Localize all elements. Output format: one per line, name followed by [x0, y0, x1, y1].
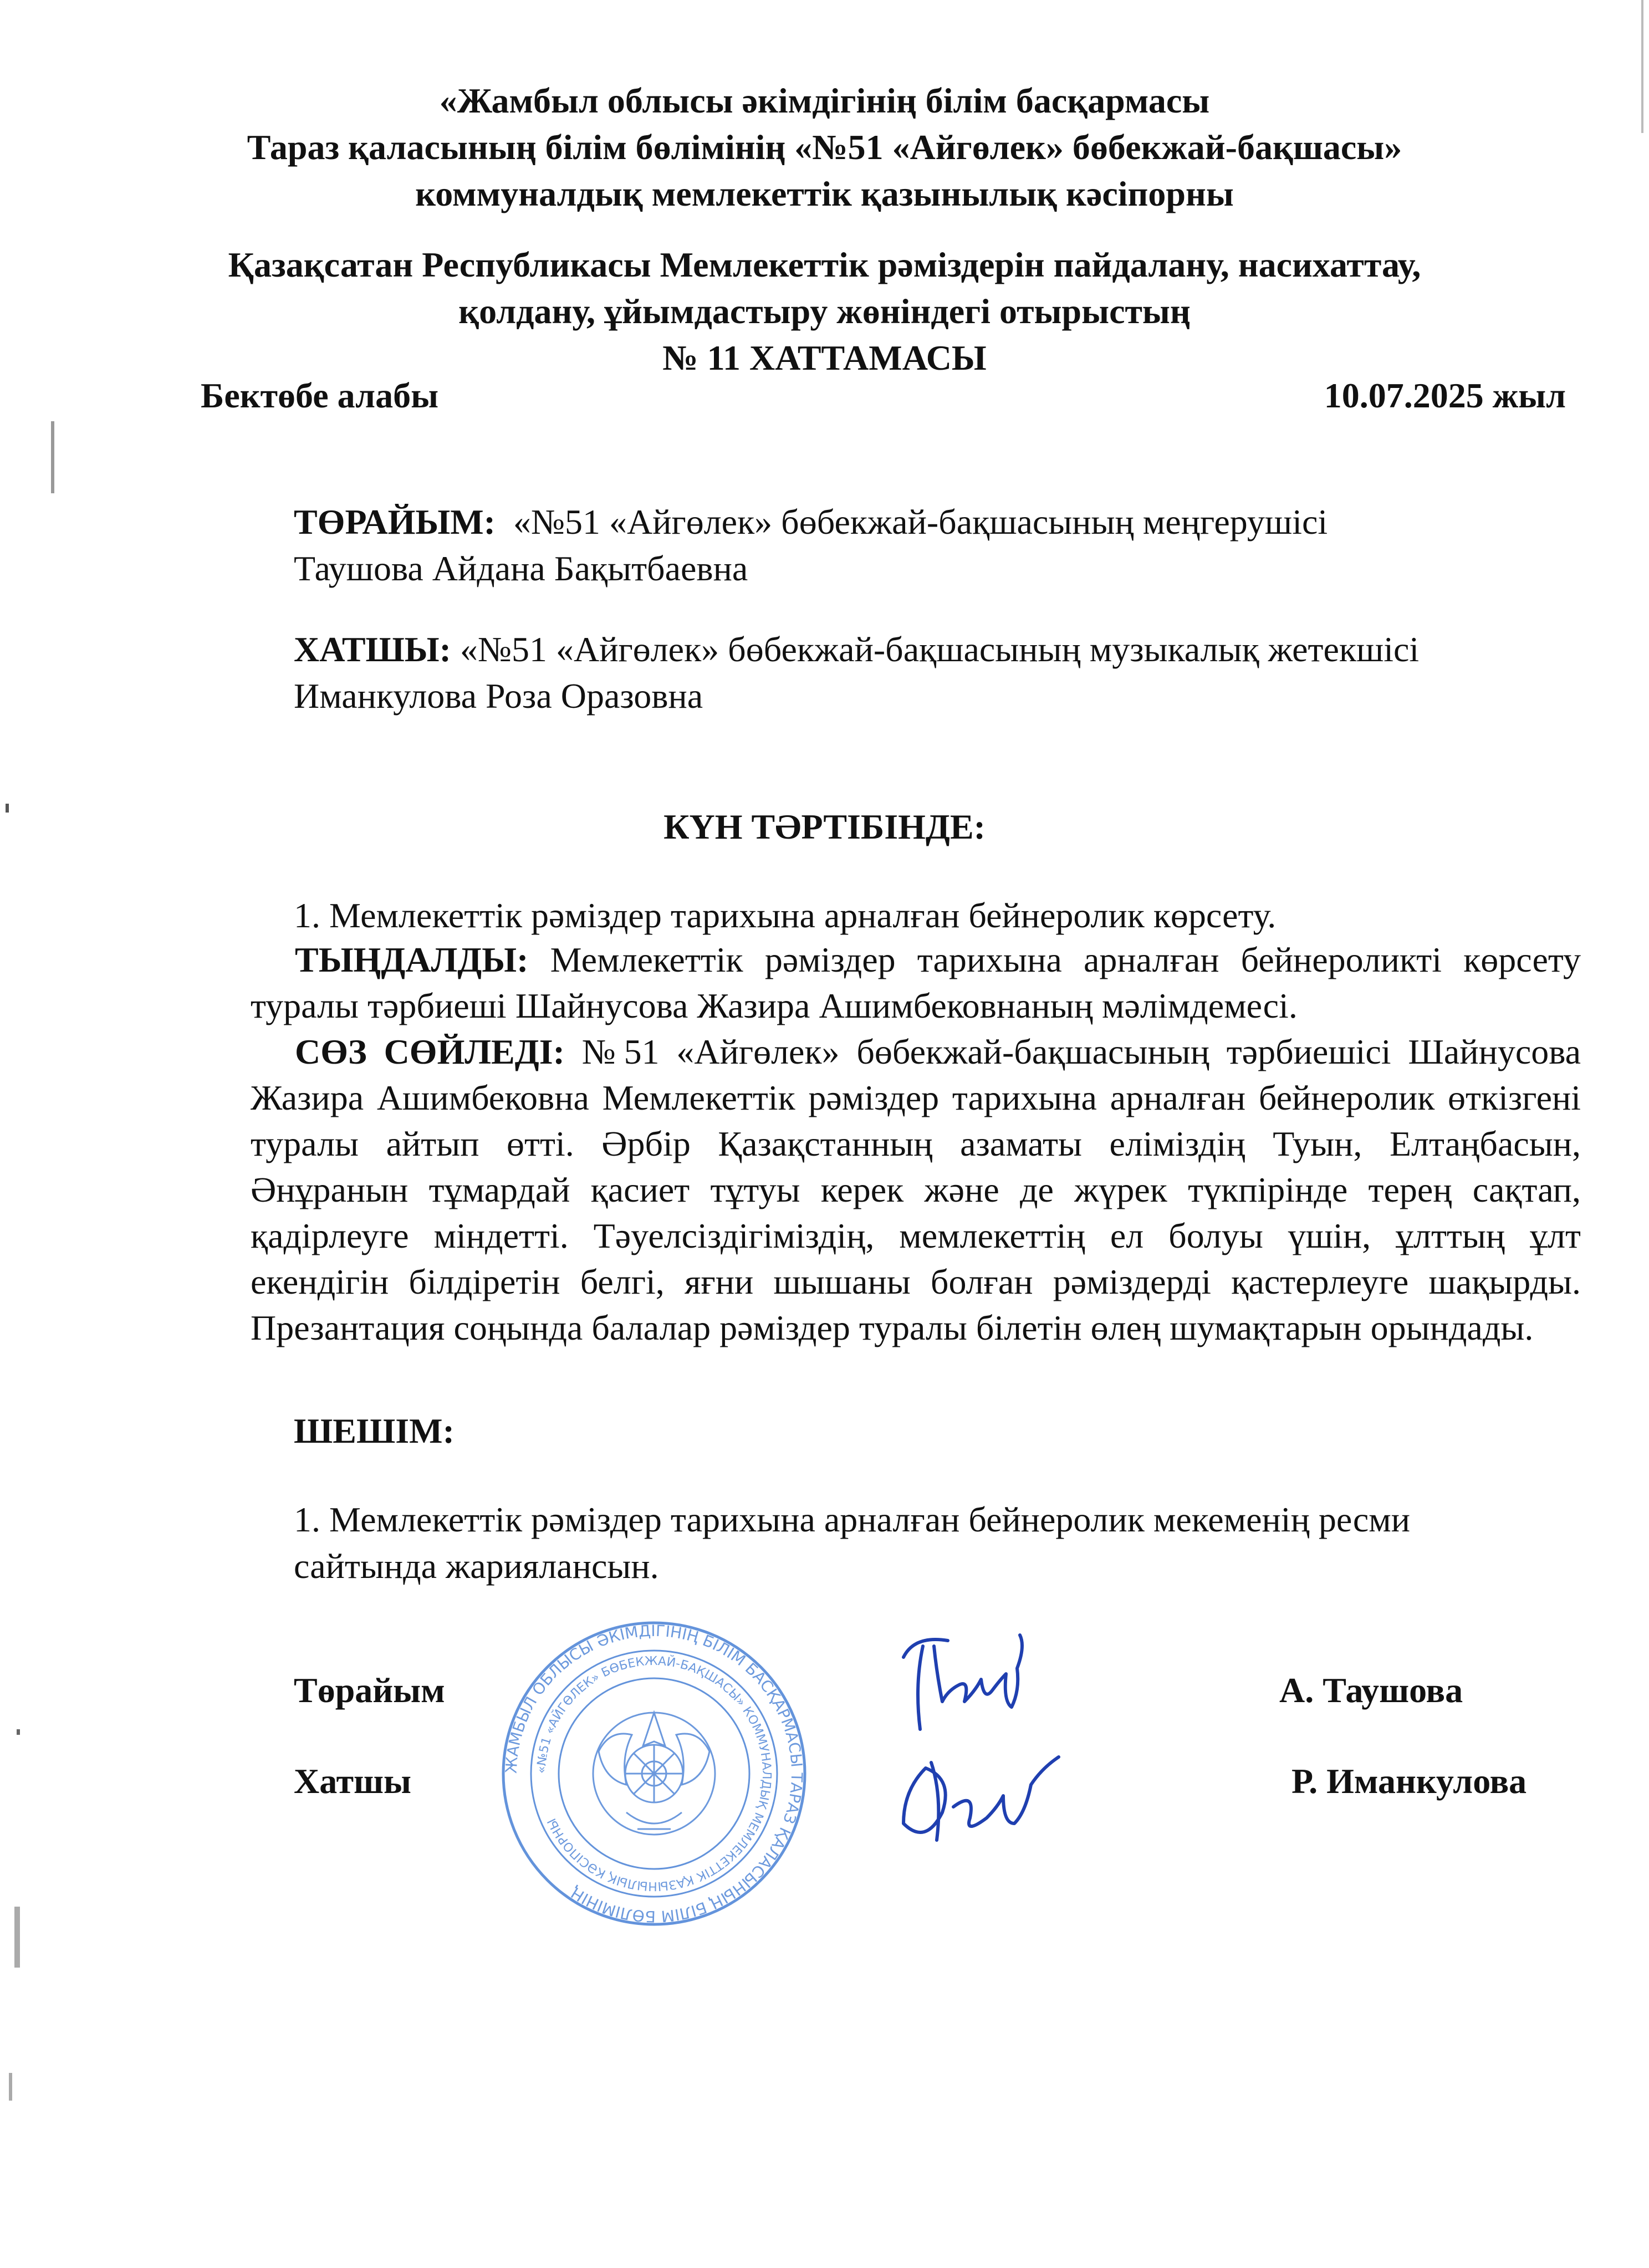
protocol-title-line-2: қолдану, ұйымдастыру жөніндегі отырыстың: [458, 292, 1191, 331]
secretary-name: Иманкулова Роза Оразовна: [294, 676, 703, 716]
org-header: [0, 78, 1649, 217]
agenda-heading: КҮН ТӘРТІБІНДЕ:: [663, 807, 986, 846]
spoke-paragraph: [251, 1029, 1581, 1351]
meeting-date: 10.07.2025 жыл: [1324, 376, 1566, 415]
chair-position: «№51 «Айгөлек» бөбекжай-бақшасының меңгерушісі: [513, 502, 1328, 542]
secretary-block: [294, 626, 1419, 719]
heard-label: ТЫҢДАЛДЫ:: [295, 940, 529, 979]
protocol-title-line-1: Қазақсатан Республикасы Мемлекеттік рәміздерін пайдалану, насихаттау,: [228, 245, 1421, 284]
stamp-outer-text: ЖАМБЫЛ ОБЛЫСЫ ӘКІМДІГІНІҢ БІЛІМ БАСҚАРМАСЫ ТАРАЗ ҚАЛАСЫНЫҢ БІЛІМ БӨЛІМІНІҢ: [502, 1621, 806, 1926]
secretary-label: ХАТШЫ:: [294, 630, 451, 669]
chair-name: Таушова Айдана Бақытбаевна: [294, 549, 748, 588]
meeting-place: Бектөбе алабы: [201, 376, 439, 415]
org-header-line-1: «Жамбыл облысы әкімдігінің білім басқармасы: [439, 81, 1210, 120]
org-header-line-2: Тараз қаласының білім бөлімінің «№51 «Айгөлек» бөбекжай-бақшасы»: [247, 127, 1402, 167]
secretary-position: «№51 «Айгөлек» бөбекжай-бақшасының музыкалық жетекшісі: [460, 630, 1420, 669]
heard-text: Мемлекеттік рәміздер тарихына арналған бейнероликті көрсету туралы тәрбиеші Шайнусова Жазира Ашимбековнаның мәлімдемесі.: [251, 940, 1581, 1025]
scan-artifact: [17, 1729, 20, 1735]
scan-artifact: [51, 421, 54, 493]
chair-block: [294, 499, 1328, 592]
heard-paragraph: [251, 937, 1581, 1029]
spoke-label: СӨЗ СӨЙЛЕДІ:: [295, 1032, 565, 1071]
decision-heading: ШЕШІМ:: [294, 1411, 455, 1450]
decision-item-1: 1. Мемлекеттік рәміздер тарихына арналған бейнеролик мекеменің ресми сайтында жариялансын.: [294, 1500, 1410, 1586]
protocol-title: [0, 242, 1649, 381]
signature-chair-label: Төрайым: [294, 1671, 445, 1710]
scan-artifact: [9, 2073, 12, 2101]
agenda-item-1: 1. Мемлекеттік рәміздер тарихына арналған бейнеролик көрсету.: [294, 896, 1277, 935]
org-header-line-3: коммуналдық мемлекеттік қазынылық кәсіпорны: [415, 174, 1234, 213]
scan-artifact: [14, 1907, 20, 1968]
official-stamp: [499, 1618, 809, 1929]
secretary-signature-icon: [892, 1746, 1075, 1857]
signature-secretary-name: Р. Иманкулова: [1291, 1761, 1527, 1801]
stamp-inner-text: «№51 «АЙГӨЛЕК» БӨБЕКЖАЙ-БАҚШАСЫ» КОММУНАЛДЫҚ МЕМЛЕКЕТТІК ҚАЗЫНЫЛЫҚ КӘСІПОРНЫ: [534, 1654, 774, 1893]
chair-signature-icon: [881, 1624, 1048, 1740]
signature-chair-name: А. Таушова: [1279, 1671, 1463, 1710]
protocol-title-line-3: № 11 ХАТТАМАСЫ: [662, 338, 987, 377]
emblem-icon: [593, 1713, 715, 1835]
chair-label: ТӨРАЙЫМ:: [294, 502, 496, 542]
spoke-text: №51 «Айгөлек» бөбекжай-бақшасының тәрбиешісі Шайнусова Жазира Ашимбековна Мемлекеттік рәміздер тарихына арналған бейнеролик өткізгені туралы айтып өтті. Әрбір Қазақстанның азаматы еліміздің Туын, Елтаңбасын, Әнұранын тұмардай қасиет тұтуы керек және де жүрек түкпірінде терең сақтап, қадірлеуге міндетті. Тәуелсіздігіміздің, мемлекеттің ел болуы үшін, ұлттың ұлт екендігін білдіретін белгі, яғни шышаны болған рәміздерді қастерлеуге шақырды. Презантация соңында балалар рәміздер туралы білетін өлең шумақтарын орындады.: [251, 1032, 1581, 1347]
signature-secretary-label: Хатшы: [294, 1761, 411, 1801]
scan-artifact: [6, 804, 9, 813]
